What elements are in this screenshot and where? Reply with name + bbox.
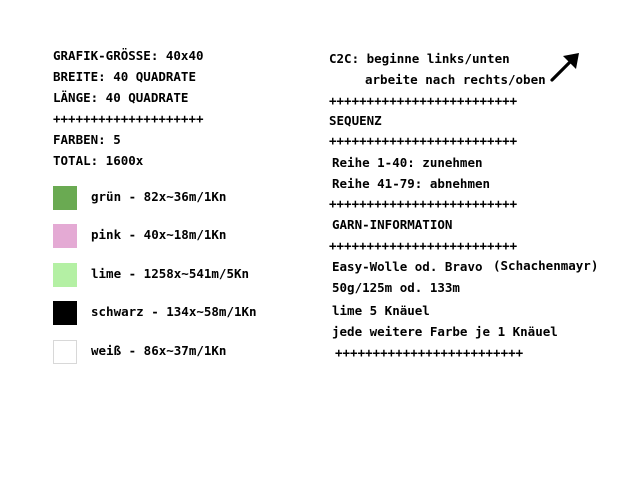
color-label-lime: lime - 1258x~541m/5Kn [91, 266, 250, 281]
laenge-text: LÄNGE: 40 QUADRATE [53, 90, 189, 105]
arrow-up-right-icon [548, 50, 582, 84]
right-divider-5: +++++++++++++++++++++++++ [335, 345, 524, 360]
sequenz-title: SEQUENZ [329, 113, 382, 128]
color-label-pink: pink - 40x~18m/1Kn [91, 227, 227, 242]
sequenz-line-2: Reihe 41-79: abnehmen [332, 176, 491, 191]
garn-line-3: lime 5 Knäuel [332, 303, 430, 318]
color-label-schwarz: schwarz - 134x~58m/1Kn [91, 304, 257, 319]
color-swatch-pink [53, 224, 77, 248]
right-divider-3: +++++++++++++++++++++++++ [329, 196, 518, 211]
farben-text: FARBEN: 5 [53, 132, 121, 147]
color-swatch-schwarz [53, 301, 77, 325]
garn-line-1: Easy-Wolle od. Bravo [332, 259, 483, 274]
right-divider-1: +++++++++++++++++++++++++ [329, 93, 518, 108]
color-label-weiss: weiß - 86x~37m/1Kn [91, 343, 227, 358]
color-swatch-gruen [53, 186, 77, 210]
color-swatch-weiss [53, 340, 77, 364]
grafik-groesse-text: GRAFIK-GRÖSSE: 40x40 [53, 48, 204, 63]
c2c-line-1: C2C: beginne links/unten [329, 51, 510, 66]
c2c-line-2: arbeite nach rechts/oben [365, 72, 546, 87]
garn-title: GARN-INFORMATION [332, 217, 453, 232]
garn-line-4: jede weitere Farbe je 1 Knäuel [332, 324, 558, 339]
total-text: TOTAL: 1600x [53, 153, 144, 168]
left-divider: ++++++++++++++++++++ [53, 111, 204, 126]
color-swatch-lime [53, 263, 77, 287]
breite-text: BREITE: 40 QUADRATE [53, 69, 196, 84]
right-divider-2: +++++++++++++++++++++++++ [329, 133, 518, 148]
sequenz-line-1: Reihe 1-40: zunehmen [332, 155, 483, 170]
color-label-gruen: grün - 82x~36m/1Kn [91, 189, 227, 204]
garn-line-2: 50g/125m od. 133m [332, 280, 460, 295]
right-divider-4: +++++++++++++++++++++++++ [329, 238, 518, 253]
garn-line-1-suffix: (Schachenmayr) [493, 258, 599, 273]
